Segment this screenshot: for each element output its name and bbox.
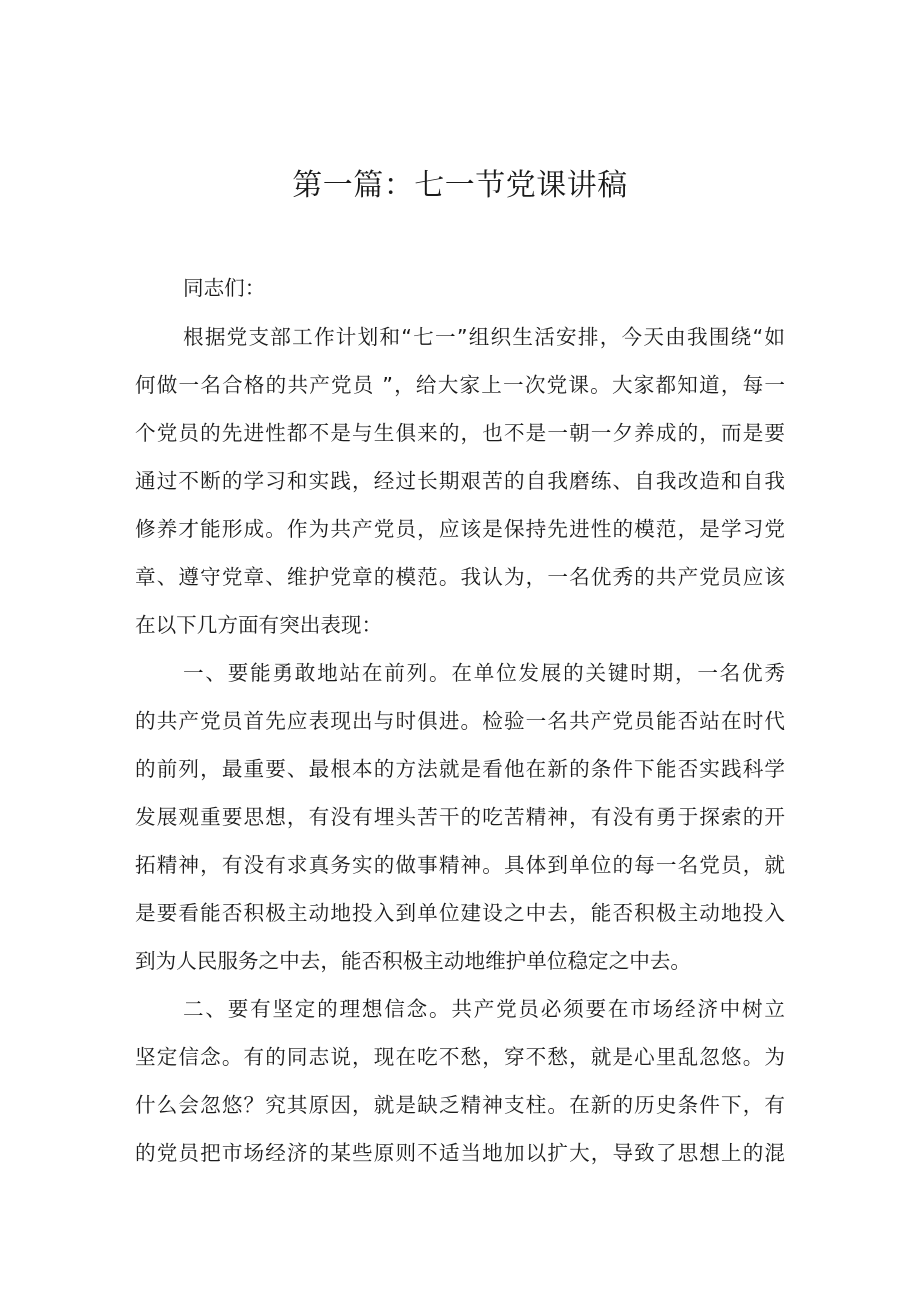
paragraph-line: 是要看能否积极主动地投入到单位建设之中去，能否积极主动地投入 (135, 901, 785, 925)
paragraph-line: 坚定信念。有的同志说，现在吃不愁，穿不愁，就是心里乱忽悠。为 (135, 1045, 785, 1069)
paragraph-line: 修养才能形成。作为共产党员，应该是保持先进性的模范，是学习党 (135, 517, 785, 541)
paragraph-line: 拓精神，有没有求真务实的做事精神。具体到单位的每一名党员，就 (135, 853, 785, 877)
paragraph-line: 通过不断的学习和实践，经过长期艰苦的自我磨练、自我改造和自我 (135, 469, 785, 493)
paragraph-line: 根据党支部工作计划和“七一”组织生活安排，今天由我围绕“如 (183, 325, 785, 349)
paragraph-line: 到为人民服务之中去，能否积极主动地维护单位稳定之中去。 (135, 949, 692, 973)
paragraph-line: 个党员的先进性都不是与生俱来的，也不是一朝一夕养成的，而是要 (135, 421, 785, 445)
paragraph-line: 的前列，最重要、最根本的方法就是看他在新的条件下能否实践科学 (135, 757, 785, 781)
paragraph-line: 一、要能勇敢地站在前列。在单位发展的关键时期，一名优秀 (183, 661, 785, 685)
paragraph-line: 什么会忽悠？究其原因，就是缺乏精神支柱。在新的历史条件下，有 (135, 1093, 785, 1117)
paragraph-line: 的党员把市场经济的某些原则不适当地加以扩大，导致了思想上的混 (135, 1141, 785, 1165)
paragraph-line: 章、遵守党章、维护党章的模范。我认为，一名优秀的共产党员应该 (135, 565, 785, 589)
document-title: 第一篇：七一节党课讲稿 (292, 168, 628, 203)
paragraph-line: 发展观重要思想，有没有埋头苦干的吃苦精神，有没有勇于探索的开 (135, 805, 785, 829)
salutation: 同志们： (183, 276, 266, 300)
paragraph-line: 二、要有坚定的理想信念。共产党员必须要在市场经济中树立 (183, 997, 785, 1021)
paragraph-line: 何做一名合格的共产党员 ”，给大家上一次党课。大家都知道，每一 (135, 373, 785, 397)
paragraph-line: 的共产党员首先应表现出与时俱进。检验一名共产党员能否站在时代 (135, 709, 785, 733)
paragraph-line: 在以下几方面有突出表现： (135, 613, 383, 637)
